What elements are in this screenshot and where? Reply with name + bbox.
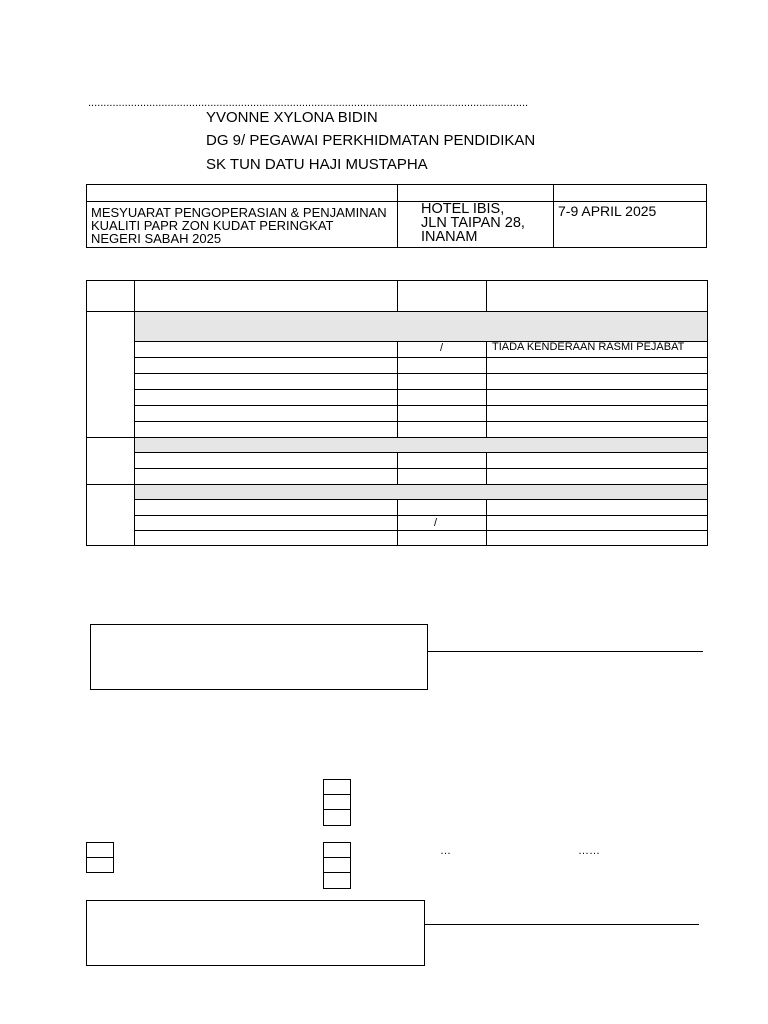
event-date: 7-9 APRIL 2025 [558, 203, 657, 219]
table-row-line [135, 421, 707, 422]
table-row-line [135, 373, 707, 374]
transport-remark: TIADA KENDERAAN RASMI PEJABAT [492, 341, 685, 353]
signature-line [428, 651, 703, 652]
section-band [135, 484, 707, 499]
table-divider [486, 280, 487, 311]
table-row-line [135, 389, 707, 390]
checkbox[interactable] [86, 857, 114, 873]
table-row-line [86, 311, 708, 312]
table-row-line [135, 499, 707, 500]
section-band [135, 437, 707, 452]
checkbox[interactable] [323, 857, 351, 873]
table-divider [486, 499, 487, 546]
section-band [135, 311, 707, 341]
table-row-line [135, 468, 707, 469]
dotted-line: ................................................................................................................................................ [88, 97, 529, 109]
table-row-line [135, 405, 707, 406]
dotted-fill: …… [578, 845, 600, 857]
table-row-line [86, 484, 708, 485]
event-venue: HOTEL IBIS, JLN TAIPAN 28, INANAM [421, 201, 525, 245]
checkbox[interactable] [323, 842, 351, 858]
event-title: MESYUARAT PENGOPERASIAN & PENJAMINAN KUALITI PAPR ZON KUDAT PERINGKAT NEGERI SABAH 2025 [91, 205, 387, 246]
checkbox[interactable] [323, 872, 351, 889]
table-row-line [135, 357, 707, 358]
table-divider [397, 499, 398, 546]
check-mark: / [440, 342, 444, 354]
table-divider [134, 280, 135, 546]
stamp-box [86, 900, 425, 966]
checkbox[interactable] [323, 809, 351, 826]
applicant-school: SK TUN DATU HAJI MUSTAPHA [206, 156, 428, 173]
table-divider [397, 280, 398, 311]
applicant-name: YVONNE XYLONA BIDIN [206, 109, 378, 126]
table-row-line [135, 515, 707, 516]
checkbox[interactable] [323, 779, 351, 795]
checkbox[interactable] [323, 794, 351, 810]
signature-line [425, 924, 699, 925]
applicant-grade: DG 9/ PEGAWAI PERKHIDMATAN PENDIDIKAN [206, 132, 536, 149]
checkbox[interactable] [86, 842, 114, 858]
stamp-box [90, 624, 428, 690]
event-table-divider [553, 184, 554, 248]
table-row-line [135, 530, 707, 531]
check-mark: / [434, 517, 438, 529]
table-row-line [135, 452, 707, 453]
dotted-fill: … [440, 845, 451, 857]
table-row-line [86, 437, 708, 438]
